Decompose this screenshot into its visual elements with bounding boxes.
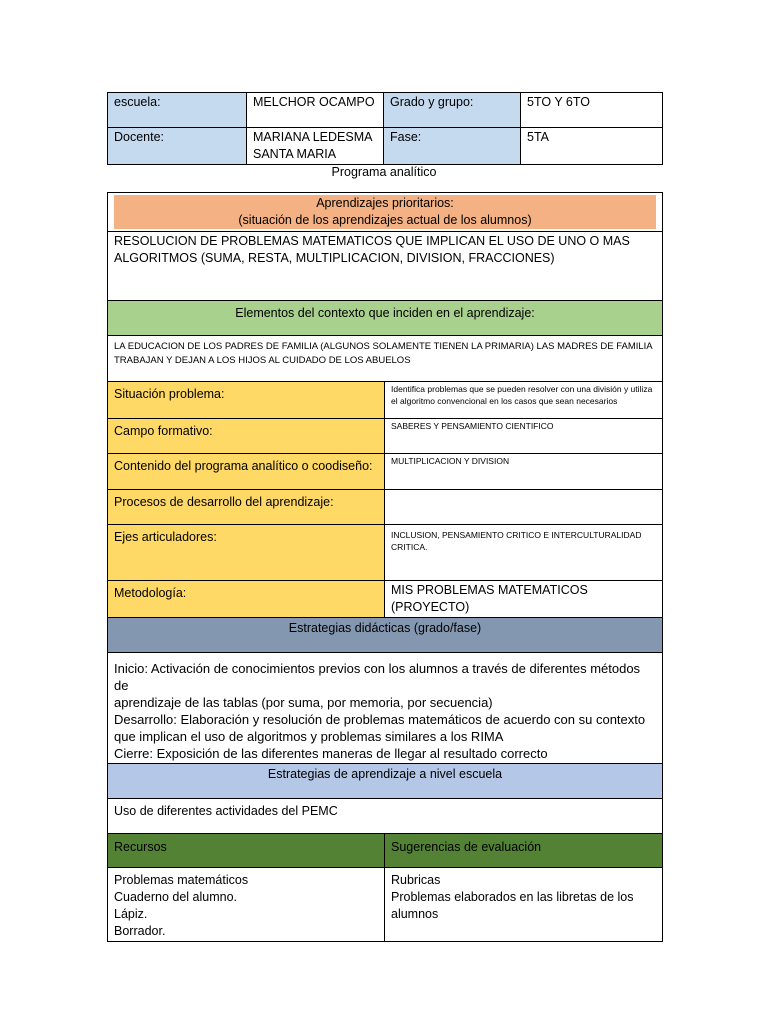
- estrategias-line3: Desarrollo: Elaboración y resolución de problemas matemáticos de acuerdo con su contexto: [114, 712, 646, 727]
- evaluacion-line3: alumnos: [391, 907, 439, 921]
- escuela-label: escuela:: [108, 93, 247, 128]
- grado-value: 5TO Y 6TO: [521, 93, 663, 128]
- situacion-label: Situación problema:: [108, 382, 385, 419]
- contexto-body: [108, 336, 663, 382]
- evaluacion-line1: Rubricas: [391, 873, 441, 887]
- contenido-value: MULTIPLICACION Y DIVISION: [385, 454, 663, 490]
- estrategias-line2: aprendizaje de las tablas (por suma, por memoria, por secuencia): [114, 695, 493, 710]
- estrategias-body: [108, 653, 663, 764]
- campo-value: SABERES Y PENSAMIENTO CIENTIFICO: [385, 419, 663, 454]
- recursos-list: [108, 868, 385, 942]
- procesos-label: Procesos de desarrollo del aprendizaje:: [108, 490, 385, 525]
- fase-label: Fase:: [384, 128, 521, 165]
- estrategias-title: Estrategias didácticas (grado/fase): [108, 618, 663, 653]
- aprendizajes-title-1: Aprendizajes prioritarios:: [316, 196, 454, 210]
- evaluacion-body: [385, 868, 663, 942]
- aprendizajes-body: [108, 232, 663, 301]
- docente-line1: MARIANA LEDESMA: [253, 130, 373, 144]
- header-table: [107, 92, 663, 165]
- docente-value: [247, 128, 384, 165]
- contexto-line2: TRABAJAN Y DEJAN A LOS HIJOS AL CUIDADO DE LOS ABUELOS: [114, 355, 411, 366]
- recurso-item: Cuaderno del alumno.: [114, 890, 237, 904]
- escuela-estrategias-body: Uso de diferentes actividades del PEMC: [108, 799, 663, 834]
- contenido-label: Contenido del programa analítico o coodiseño:: [108, 454, 385, 490]
- evaluacion-line2: Problemas elaborados en las libretas de los: [391, 890, 634, 904]
- escuela-value: MELCHOR OCAMPO: [247, 93, 384, 128]
- docente-line2: SANTA MARIA: [253, 147, 337, 161]
- ejes-label: Ejes articuladores:: [108, 525, 385, 581]
- contexto-title: Elementos del contexto que inciden en el aprendizaje:: [108, 301, 663, 336]
- aprendizajes-title-2: (situación de los aprendizajes actual de los alumnos): [238, 213, 532, 227]
- aprendizajes-line1: RESOLUCION DE PROBLEMAS MATEMATICOS QUE IMPLICAN EL USO DE UNO O MAS: [114, 234, 630, 248]
- fase-value: 5TA: [521, 128, 663, 165]
- metodologia-line1: MIS PROBLEMAS MATEMATICOS: [391, 583, 588, 597]
- aprendizajes-header: [108, 193, 663, 232]
- campo-label: Campo formativo:: [108, 419, 385, 454]
- escuela-estrategias-title: Estrategias de aprendizaje a nivel escuela: [108, 764, 663, 799]
- estrategias-line1: Inicio: Activación de conocimientos previos con los alumnos a través de diferentes métodos de: [114, 661, 641, 693]
- metodologia-value: [385, 581, 663, 618]
- page-caption: Programa analítico: [331, 165, 437, 179]
- procesos-value: [385, 490, 663, 525]
- contexto-line1: LA EDUCACION DE LOS PADRES DE FAMILIA (ALGUNOS SOLAMENTE TIENEN LA PRIMARIA) LAS MADRES DE FAMILIA: [114, 341, 653, 352]
- estrategias-line5: Cierre: Exposición de las diferentes maneras de llegar al resultado correcto: [114, 746, 548, 761]
- estrategias-line4: que implican el uso de algoritmos y problemas similares a los RIMA: [114, 729, 504, 744]
- evaluacion-title: Sugerencias de evaluación: [385, 834, 663, 868]
- situacion-value: Identifica problemas que se pueden resolver con una división y utiliza el algoritmo convencional en los casos que sean necesarios: [385, 382, 663, 419]
- recursos-title: Recursos: [108, 834, 385, 868]
- ejes-value: INCLUSION, PENSAMIENTO CRITICO E INTERCULTURALIDAD CRITICA.: [385, 525, 663, 581]
- recurso-item: Lápiz.: [114, 907, 148, 921]
- recurso-item: Borrador.: [114, 924, 166, 938]
- grado-label: Grado y grupo:: [384, 93, 521, 128]
- recurso-item: Problemas matemáticos: [114, 873, 249, 887]
- metodologia-label: Metodología:: [108, 581, 385, 618]
- docente-label: Docente:: [108, 128, 247, 165]
- aprendizajes-line2: ALGORITMOS (SUMA, RESTA, MULTIPLICACION, DIVISION, FRACCIONES): [114, 251, 555, 265]
- metodologia-line2: (PROYECTO): [391, 600, 470, 614]
- main-table: [107, 192, 663, 942]
